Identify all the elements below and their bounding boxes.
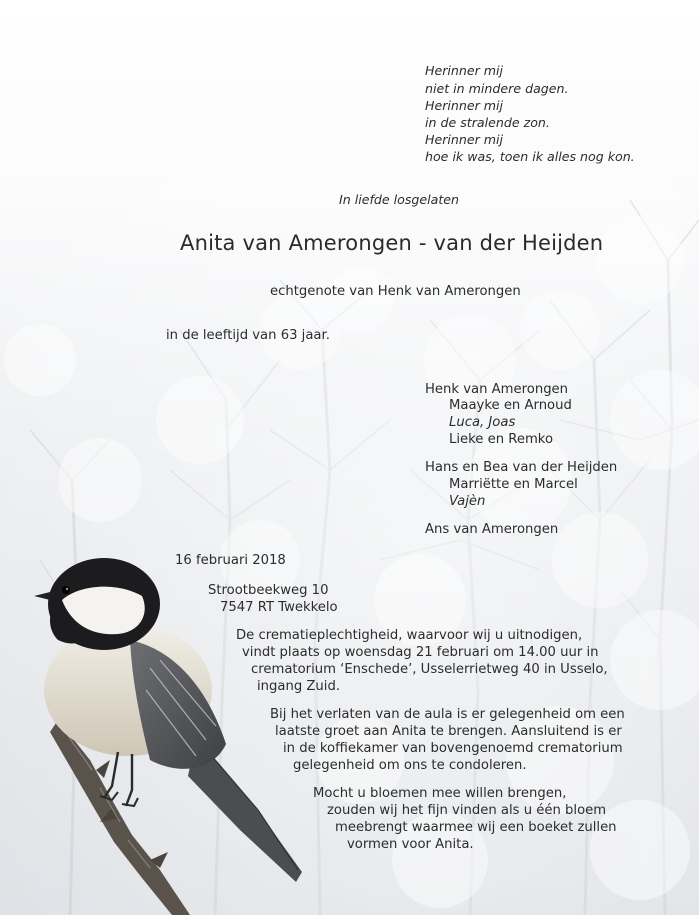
ceremony-line: crematorium ‘Enschede’, Usselerrietweg 40 in Usselo, <box>251 662 608 677</box>
intro-text: In liefde losgelaten <box>339 192 460 207</box>
poem-line: Herinner mij <box>425 98 504 113</box>
age-line: in de leeftijd van 63 jaar. <box>166 328 330 343</box>
condolence-line: in de koffiekamer van bovengenoemd crematorium <box>283 741 623 756</box>
ceremony-line: ingang Zuid. <box>257 679 341 694</box>
address-city: 7547 RT Twekkelo <box>220 600 338 615</box>
flowers-line: meebrengt waarmee wij een boeket zullen <box>335 820 617 835</box>
family-head: Henk van Amerongen <box>425 382 569 397</box>
condolence-line: gelegenheid om ons te condoleren. <box>293 758 527 773</box>
flowers-line: vormen voor Anita. <box>347 837 474 852</box>
ceremony-line: vindt plaats op woensdag 21 februari om 14.00 uur in <box>242 645 599 660</box>
flowers-line: zouden wij het fijn vinden als u één bloem <box>327 803 607 818</box>
poem-line: Herinner mij <box>425 63 504 78</box>
family-grandchildren: Luca, Joas <box>449 415 516 430</box>
poem-line: Herinner mij <box>425 132 504 147</box>
spouse-line: echtgenote van Henk van Amerongen <box>270 284 521 299</box>
condolence-line: laatste groet aan Anita te brengen. Aansluitend is er <box>275 724 622 739</box>
condolence-line: Bij het verlaten van de aula is er gelegenheid om een <box>270 707 625 722</box>
family-head: Hans en Bea van der Heijden <box>425 460 618 475</box>
family-member: Maayke en Arnoud <box>449 398 572 413</box>
poem-line: niet in mindere dagen. <box>425 81 569 96</box>
date-line: 16 februari 2018 <box>175 553 286 568</box>
address-street: Strootbeekweg 10 <box>208 583 329 598</box>
flowers-line: Mocht u bloemen mee willen brengen, <box>313 786 567 801</box>
poem-line: hoe ik was, toen ik alles nog kon. <box>425 149 635 164</box>
family-member: Lieke en Remko <box>449 432 554 447</box>
poem-line: in de stralende zon. <box>425 115 550 130</box>
family-member: Marriëtte en Marcel <box>449 477 578 492</box>
family-head: Ans van Amerongen <box>425 522 559 537</box>
deceased-name: Anita van Amerongen - van der Heijden <box>180 231 604 255</box>
ceremony-line: De crematieplechtigheid, waarvoor wij u uitnodigen, <box>236 628 583 643</box>
family-grandchildren: Vajèn <box>449 494 486 509</box>
